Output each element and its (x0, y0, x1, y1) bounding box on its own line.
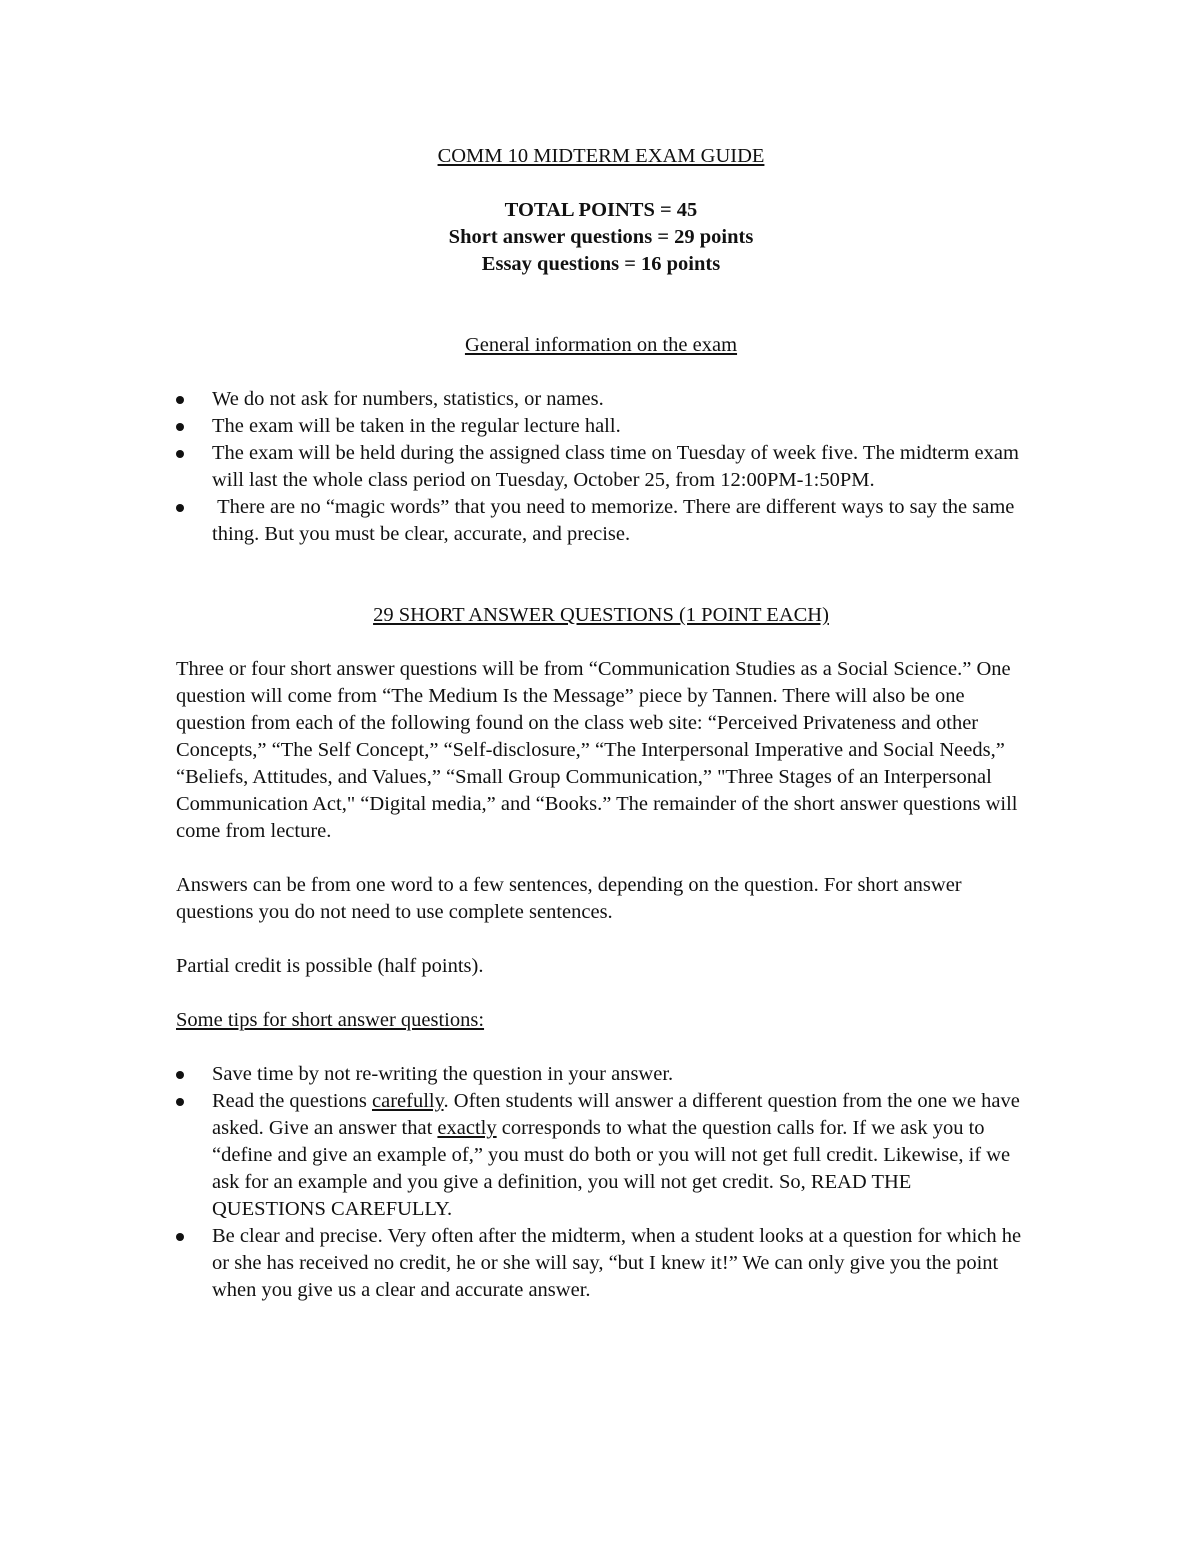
list-item (176, 1088, 1026, 1223)
list-item-text: There are no “magic words” that you need to memorize. There are different ways to say the same thing. But you must be clear, accurate, and precise. (212, 496, 1020, 545)
tips-list (176, 1061, 1026, 1304)
bullet-icon (176, 423, 184, 431)
tips-heading: Some tips for short answer questions: (176, 1009, 485, 1031)
document-title: COMM 10 MIDTERM EXAM GUIDE (437, 145, 765, 167)
emphasis-exactly: exactly (437, 1117, 497, 1139)
list-item-text: We do not ask for numbers, statistics, or names. (212, 388, 604, 410)
tip-text-part: corresponds to what the question calls for. If we ask you to “define and give an example of,” you must do both or you will not get full credit. Likewise, if we ask for an example and you give a definition, you will not get credit. So, READ THE QUESTIONS CAREFULLY. (212, 1117, 1011, 1220)
tip-text-part: . Often students will answer a different question from the one we have asked. Give an answer that (212, 1090, 1020, 1139)
list-item (176, 413, 1026, 440)
bullet-icon (176, 396, 184, 404)
short-answer-sources-paragraph: Three or four short answer questions will be from “Communication Studies as a Social Science.” One question will come from “The Medium Is the Message” piece by Tannen. There will also be one question from each of the following found on the class web site: “Perceived Privateness and other Concepts,” “The Self Concept,” “Self-disclosure,” “The Interpersonal Imperative and Social Needs,” “Beliefs, Attitudes, and Values,” “Small Group Communication,” "Three Stages of an Interpersonal Communication Act," “Digital media,” and “Books.” The remainder of the short answer questions will come from lecture. (176, 658, 1018, 842)
tip-text-part: Read the questions (212, 1090, 372, 1112)
bullet-icon (176, 1071, 184, 1079)
list-item (176, 494, 1026, 548)
document-body (176, 143, 1026, 1304)
essay-points: Essay questions = 16 points (481, 253, 721, 275)
total-points: TOTAL POINTS = 45 (504, 199, 698, 221)
general-info-list (176, 386, 1026, 548)
list-item-text: Save time by not re-writing the question in your answer. (212, 1063, 674, 1085)
short-answer-points: Short answer questions = 29 points (448, 226, 754, 248)
list-item-text: The exam will be taken in the regular lecture hall. (212, 415, 621, 437)
partial-credit-paragraph: Partial credit is possible (half points). (176, 955, 484, 977)
emphasis-carefully: carefully (372, 1090, 444, 1112)
bullet-icon (176, 450, 184, 458)
bullet-icon (176, 1098, 184, 1106)
list-item (176, 1061, 1026, 1088)
list-item-text: Be clear and precise. Very often after the midterm, when a student looks at a question for which he or she has received no credit, he or she will say, “but I knew it!” We can only give you the point when you give us a clear and accurate answer. (212, 1225, 1022, 1301)
list-item-text: The exam will be held during the assigned class time on Tuesday of week five. The midterm exam will last the whole class period on Tuesday, October 25, from 12:00PM-1:50PM. (212, 442, 1019, 491)
answer-length-paragraph: Answers can be from one word to a few sentences, depending on the question. For short answer questions you do not need to use complete sentences. (176, 874, 962, 923)
list-item (176, 1223, 1026, 1304)
list-item (176, 386, 1026, 413)
general-info-heading: General information on the exam (464, 334, 738, 356)
short-answer-heading: 29 SHORT ANSWER QUESTIONS (1 POINT EACH) (373, 604, 829, 626)
points-summary (176, 197, 1026, 278)
bullet-icon (176, 504, 184, 512)
list-item (176, 440, 1026, 494)
bullet-icon (176, 1233, 184, 1241)
